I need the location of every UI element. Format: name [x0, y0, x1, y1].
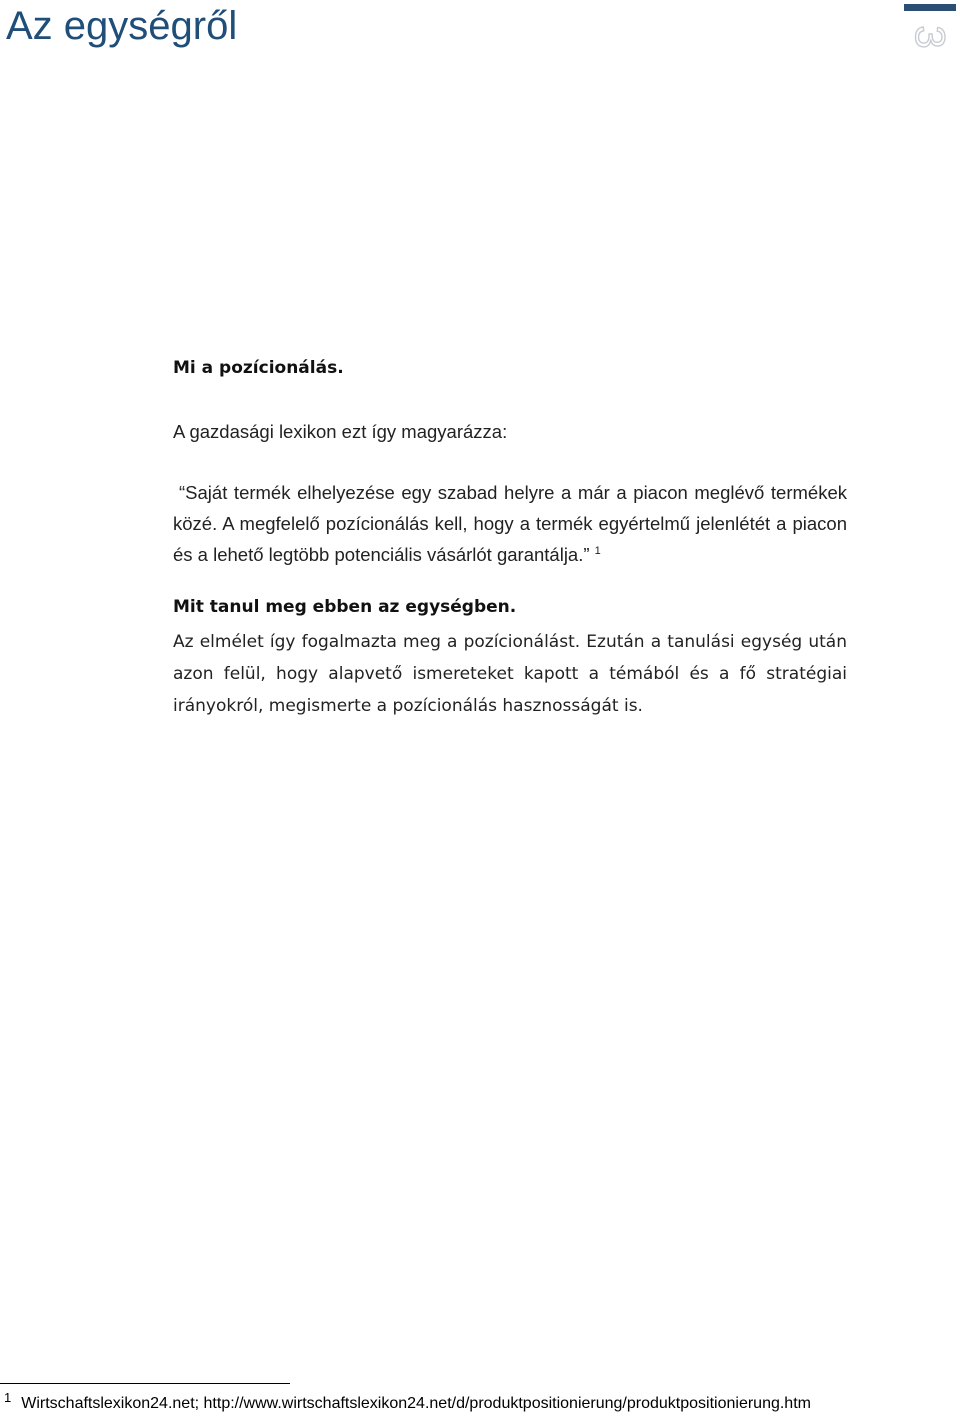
- page-tab-bar: [904, 4, 956, 11]
- section-heading-learning: Mit tanul meg ebben az egységben.: [173, 597, 517, 617]
- footnote-reference[interactable]: 1: [594, 544, 601, 557]
- learning-body: Az elmélet így fogalmazta meg a pozícionálást. Ezután a tanulási egység után azon felül, hogy alapvető ismereteket kapott a témából és a fő stratégiai irányokról, megismerte a pozícionálás hasznosságát is.: [173, 632, 847, 716]
- main-content: [173, 355, 847, 722]
- section-heading-positioning: Mi a pozícionálás.: [173, 358, 344, 378]
- lexicon-quote-text: “Saját termék elhelyezése egy szabad helyre a már a piacon meglévő termékek közé. A megfelelő pozícionálás kell, hogy a termék egyértelmű jelenlétét a piacon és a lehető legtöbb potenciális vásárlót garantálja.”: [173, 482, 847, 565]
- footnote-divider: [0, 1383, 290, 1384]
- lexicon-intro: A gazdasági lexikon ezt így magyarázza:: [173, 421, 508, 442]
- lexicon-quote: [173, 477, 847, 570]
- footnote-text[interactable]: Wirtschaftslexikon24.net; http://www.wirtschaftslexikon24.net/d/produktpositionierung/produktpositionierung.htm: [21, 1395, 811, 1412]
- footnote-mark: 1: [4, 1390, 12, 1405]
- footnote: [4, 1390, 954, 1414]
- page-number: 3: [907, 25, 954, 49]
- page-title: Az egységről: [6, 4, 238, 48]
